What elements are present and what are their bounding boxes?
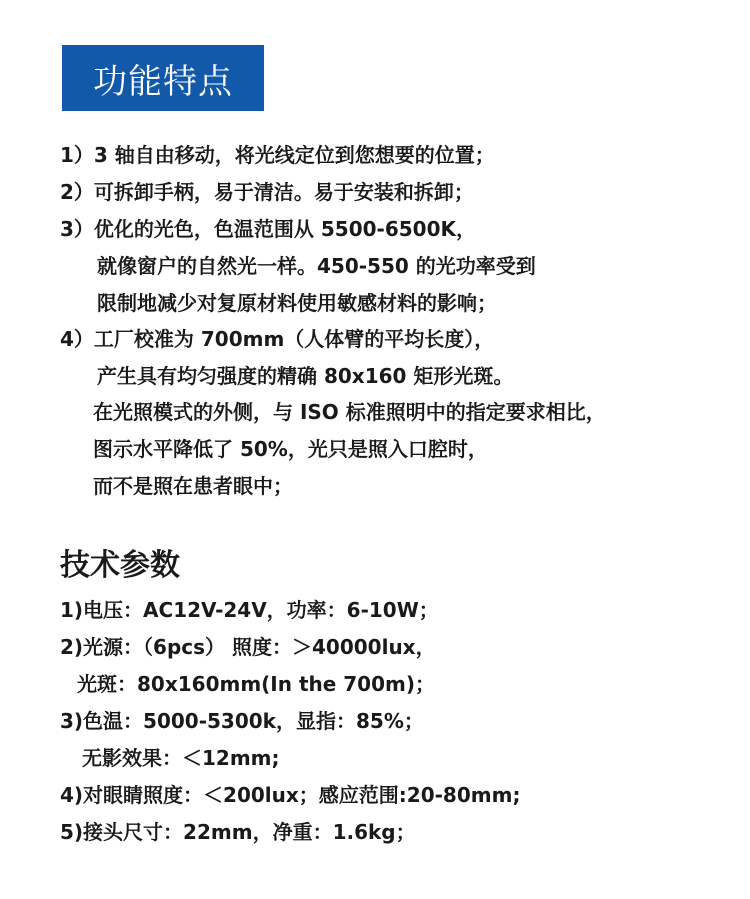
feature-line: 而不是照在患者眼中； [93,474,293,498]
spec-line: 2)光源：（6pcs） 照度：＞40000lux， [60,635,436,659]
spec-line: 无影效果：＜12mm; [82,746,280,770]
features-heading-badge: 功能特点 [62,45,264,111]
feature-line: 在光照模式的外侧，与 ISO 标准照明中的指定要求相比， [93,400,606,424]
feature-line: 图示水平降低了 50%，光只是照入口腔时， [93,437,488,461]
feature-line: 1）3 轴自由移动，将光线定位到您想要的位置； [60,143,495,167]
feature-line: 产生具有均匀强度的精确 80x160 矩形光斑。 [97,364,514,388]
spec-line: 光斑：80x160mm(In the 700m)； [77,672,435,696]
feature-line: 限制地减少对复原材料使用敏感材料的影响； [97,291,497,315]
feature-line: 4）工厂校准为 700mm（人体臂的平均长度）， [60,327,495,351]
feature-line: 2）可拆卸手柄，易于清洁。易于安装和拆卸； [60,180,474,204]
spec-line: 5)接头尺寸：22mm，净重：1.6kg； [60,820,416,844]
spec-line: 3)色温：5000-5300k，显指：85%； [60,709,424,733]
spec-line: 4)对眼睛照度：＜200lux；感应范围:20-80mm; [60,783,521,807]
spec-line: 1)电压：AC12V-24V，功率：6-10W； [60,598,439,622]
feature-line: 3）优化的光色，色温范围从 5500-6500K， [60,217,477,241]
specs-heading: 技术参数 [60,548,180,583]
feature-line: 就像窗户的自然光一样。450-550 的光功率受到 [97,254,536,278]
